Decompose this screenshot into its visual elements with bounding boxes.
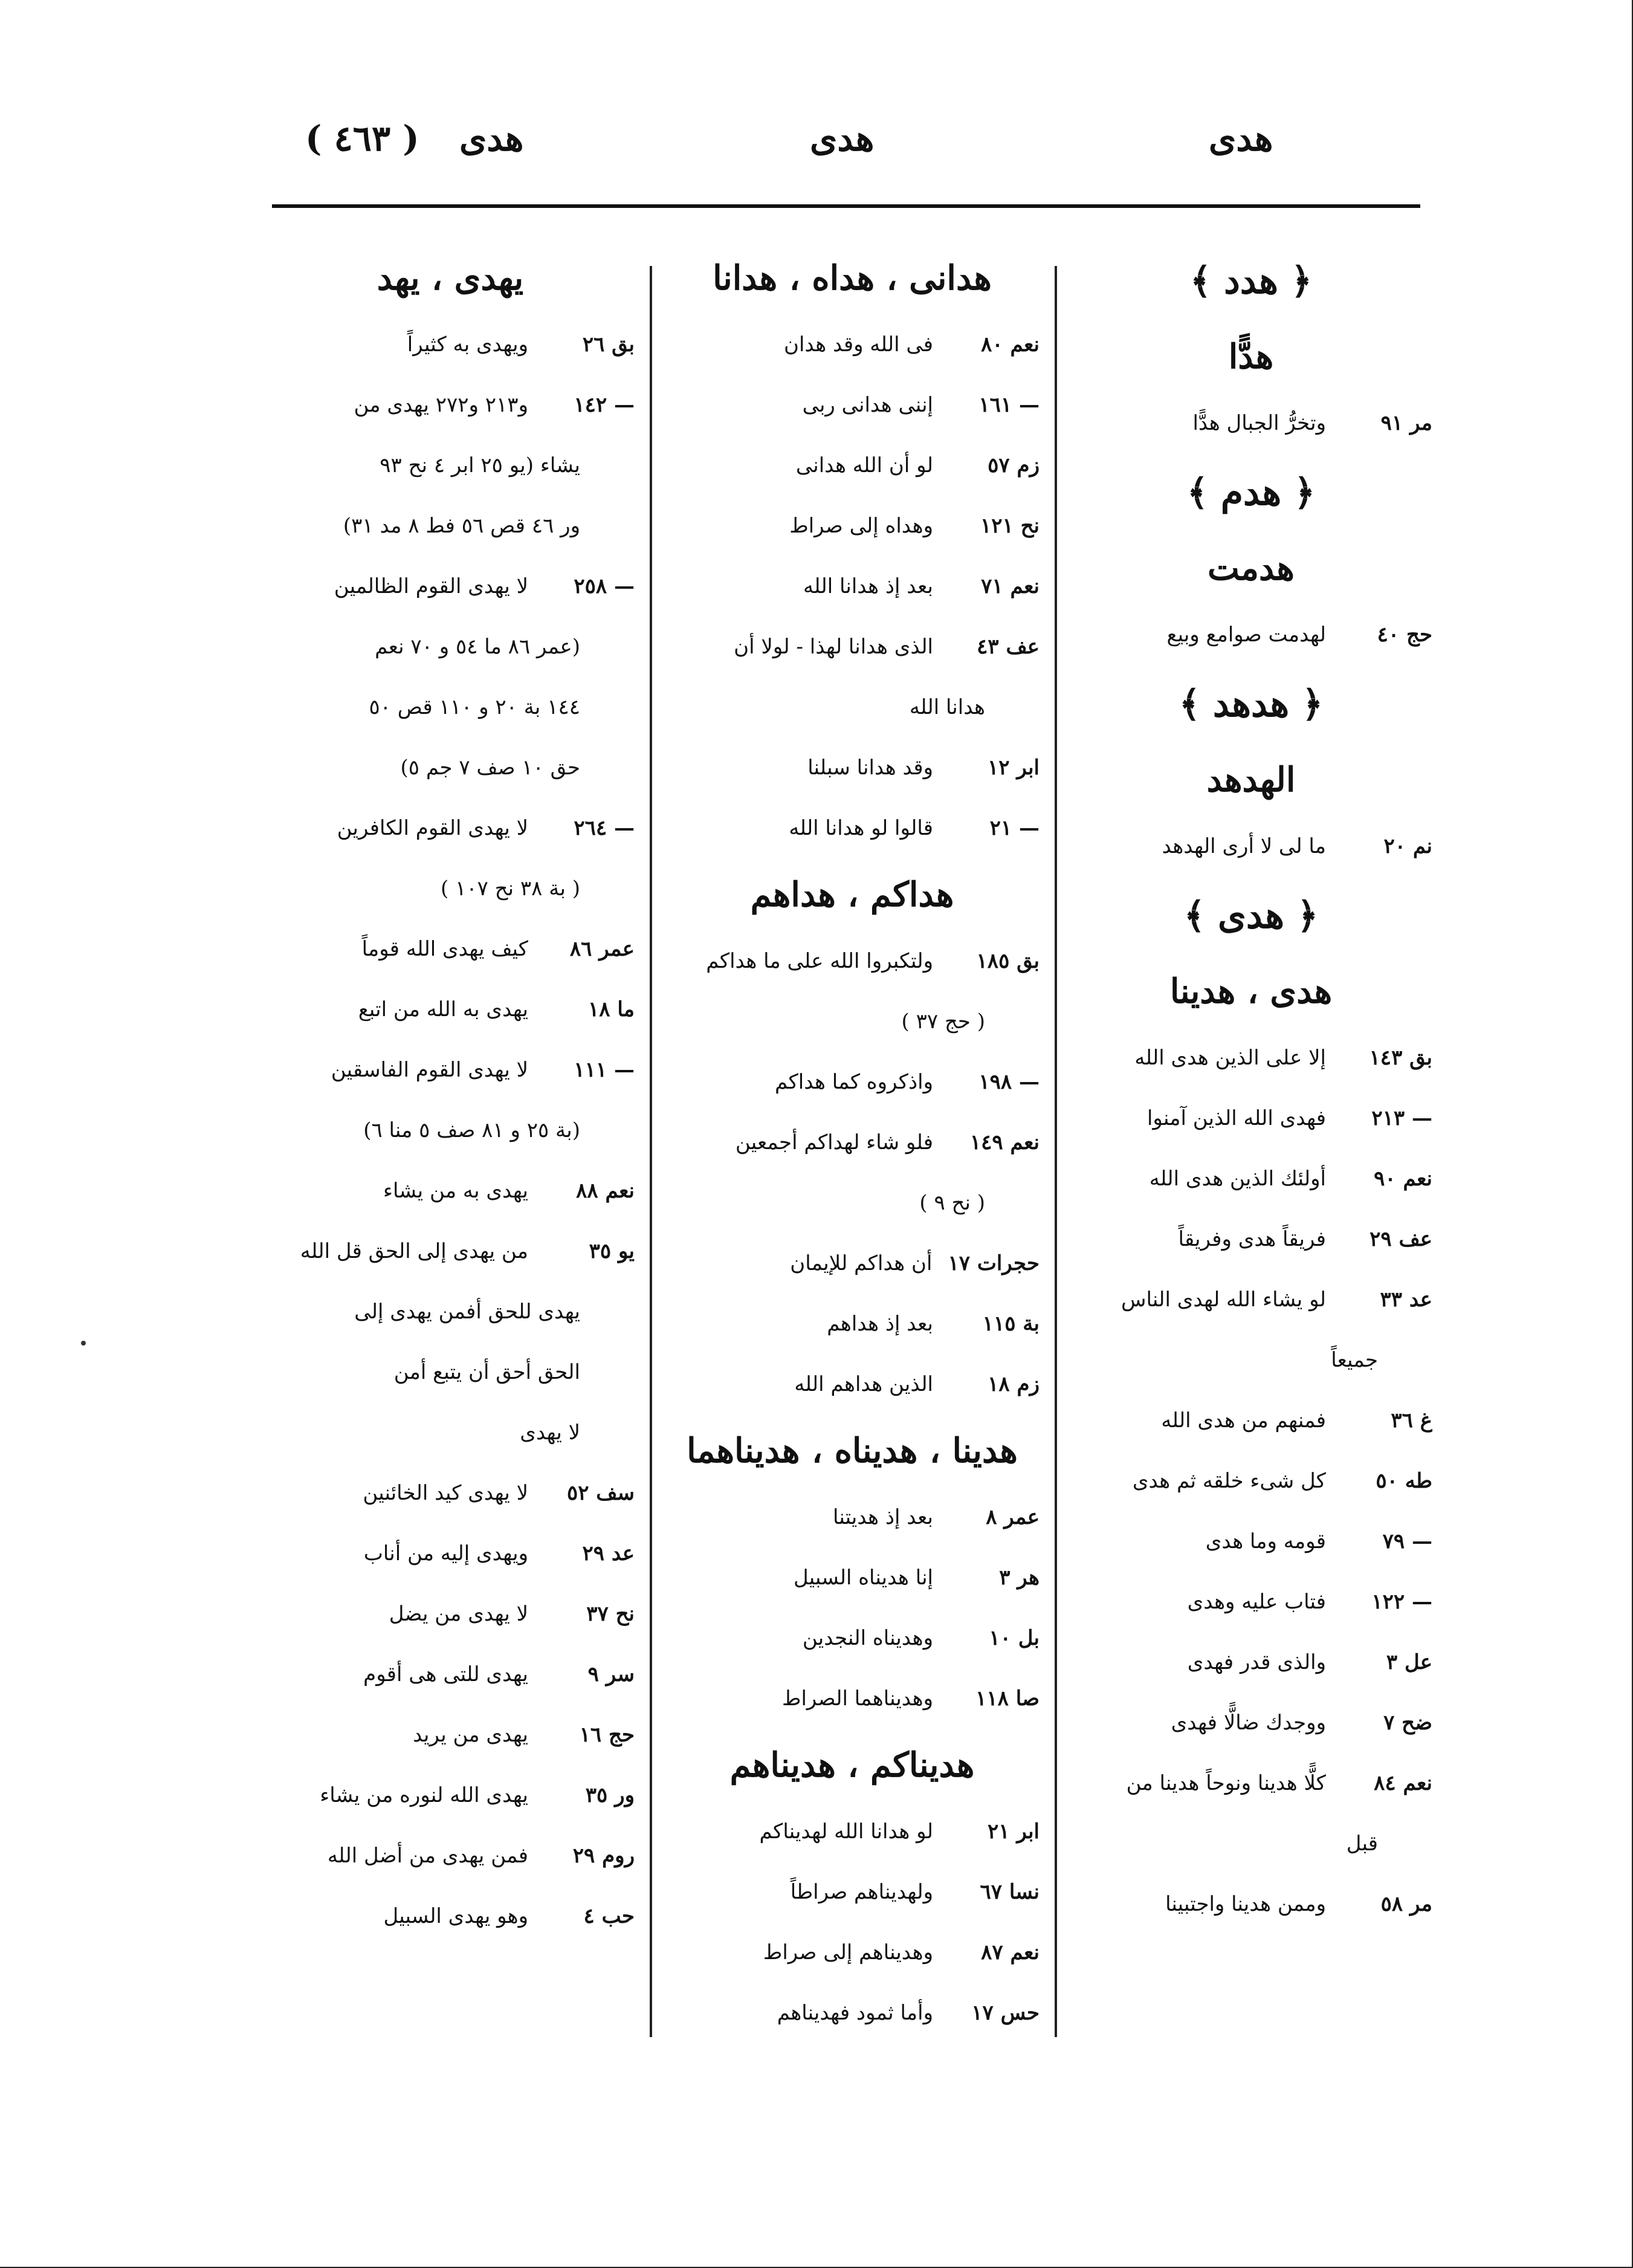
entry-line bbox=[266, 1040, 635, 1100]
verse-reference: زم ١٨ bbox=[988, 1372, 1040, 1396]
verse-text: وهديناه النجدين bbox=[802, 1626, 933, 1650]
verse-text: كيف يهدى الله قوماً bbox=[361, 937, 528, 961]
entry-line bbox=[1070, 604, 1432, 665]
entry-line bbox=[1070, 1874, 1432, 1934]
verse-text: وتخرُّ الجبال هدًّا bbox=[1192, 411, 1326, 435]
verse-text: والذى قدر فهدى bbox=[1187, 1650, 1326, 1674]
continuation-line bbox=[1070, 1330, 1432, 1390]
entry-line bbox=[266, 1705, 635, 1765]
column-divider-left bbox=[650, 266, 652, 2037]
verse-text: لو أن الله هدانى bbox=[795, 453, 933, 478]
verse-reference: بق ١٤٣ bbox=[1369, 1046, 1432, 1070]
entry-line bbox=[1070, 1088, 1432, 1149]
entry-line bbox=[266, 556, 635, 617]
entry-line bbox=[665, 1983, 1040, 2043]
verse-reference: — ٢١٣ bbox=[1371, 1106, 1432, 1130]
verse-reference: سر ٩ bbox=[587, 1662, 635, 1686]
verse-text: الذى هدانا لهذا - لولا أن bbox=[734, 635, 933, 659]
verse-text: إننى هدانى ربى bbox=[802, 393, 933, 417]
entry-line bbox=[665, 1487, 1040, 1547]
verse-reference: حج ٤٠ bbox=[1377, 623, 1432, 647]
verse-reference: نعم ٨٧ bbox=[981, 1940, 1040, 1965]
header-rule bbox=[272, 204, 1420, 208]
verse-reference: بل ١٠ bbox=[989, 1626, 1040, 1650]
verse-text: لا يهدى القوم الكافرين bbox=[337, 816, 528, 840]
verse-text: الذين هداهم الله bbox=[794, 1372, 933, 1396]
verse-reference: عف ٤٣ bbox=[977, 635, 1040, 659]
verse-text: فهدى الله الذين آمنوا bbox=[1146, 1106, 1326, 1130]
verse-text: بعد إذ هداهم bbox=[827, 1312, 933, 1336]
root-heading: ﴿ هدم ﴾ bbox=[1186, 471, 1316, 514]
verse-text: وهو يهدى السبيل bbox=[383, 1904, 528, 1928]
continuation-text: يهدى للحق أفمن يهدى إلى bbox=[354, 1300, 580, 1324]
verse-text: فمن يهدى من أضل الله bbox=[327, 1844, 528, 1868]
verse-text: و٢١٣ و٢٧٢ يهدى من bbox=[354, 393, 528, 417]
entry-line bbox=[665, 314, 1040, 375]
verse-reference: حج ١٦ bbox=[579, 1723, 635, 1747]
continuation-line bbox=[266, 1100, 635, 1161]
entry-line bbox=[665, 1608, 1040, 1668]
entry-line bbox=[1070, 1028, 1432, 1088]
verse-text: وأما ثمود فهديناهم bbox=[777, 2001, 933, 2025]
continuation-text: ( حج ٣٧ ) bbox=[901, 1009, 985, 1034]
stray-dot bbox=[81, 1341, 86, 1346]
continuation-text: قبل bbox=[1346, 1832, 1378, 1856]
verse-reference: نح ١٢١ bbox=[980, 514, 1040, 538]
verse-reference: حس ١٧ bbox=[971, 2001, 1040, 2025]
root-heading: ﴿ هدى ﴾ bbox=[1183, 895, 1319, 937]
verse-reference: نعم ٨٨ bbox=[576, 1179, 635, 1203]
verse-text: لو هدانا الله لهديناكم bbox=[759, 1819, 933, 1844]
verse-text: أن هداكم للإيمان bbox=[790, 1251, 933, 1275]
entry-line bbox=[1070, 816, 1432, 876]
entry-line bbox=[266, 1221, 635, 1281]
page-header bbox=[0, 118, 1633, 172]
entry-line bbox=[266, 314, 635, 375]
continuation-text: جميعاً bbox=[1331, 1348, 1378, 1372]
verse-text: كلًّا هدينا ونوحاً هدينا من bbox=[1126, 1771, 1326, 1795]
word-heading: هداكم ، هداهم bbox=[750, 875, 954, 915]
verse-reference: نسا ٦٧ bbox=[980, 1880, 1040, 1904]
entry-line bbox=[665, 496, 1040, 556]
verse-text: فلو شاء لهداكم أجمعين bbox=[735, 1130, 933, 1155]
entry-line bbox=[266, 1463, 635, 1523]
verse-reference: نم ٢٠ bbox=[1383, 834, 1432, 858]
continuation-line bbox=[266, 617, 635, 677]
verse-text: وهداه إلى صراط bbox=[789, 514, 933, 538]
continuation-text: ور ٤٦ قص ٥٦ فط ٨ مد ٣١) bbox=[343, 514, 580, 538]
entry-line bbox=[266, 1523, 635, 1584]
verse-text: قالوا لو هدانا الله bbox=[789, 816, 933, 840]
entry-line bbox=[665, 375, 1040, 435]
entry-line bbox=[1070, 1632, 1432, 1693]
continuation-text: ١٤٤ بة ٢٠ و ١١٠ قص ٥٠ bbox=[369, 695, 580, 719]
verse-reference: ابر ١٢ bbox=[987, 756, 1040, 780]
verse-reference: — ١٩٨ bbox=[978, 1070, 1040, 1094]
verse-text: يهدى به من يشاء bbox=[383, 1179, 528, 1203]
column-right bbox=[1070, 242, 1432, 1934]
verse-reference: حب ٤ bbox=[583, 1904, 635, 1928]
verse-reference: — ١١١ bbox=[574, 1058, 635, 1082]
entry-line bbox=[1070, 1693, 1432, 1753]
verse-reference: — ٧٩ bbox=[1382, 1529, 1432, 1554]
continuation-line bbox=[266, 737, 635, 798]
verse-reference: نعم ١٤٩ bbox=[969, 1130, 1040, 1155]
entry-line bbox=[266, 1765, 635, 1826]
continuation-text: الحق أحق أن يتبع أمن bbox=[393, 1360, 580, 1384]
verse-text: أولئك الذين هدى الله bbox=[1149, 1167, 1326, 1191]
entry-line bbox=[266, 1644, 635, 1705]
verse-text: وهديناهم إلى صراط bbox=[763, 1940, 933, 1965]
verse-text: يهدى الله لنوره من يشاء bbox=[320, 1783, 528, 1807]
verse-text: لو يشاء الله لهدى الناس bbox=[1120, 1288, 1326, 1312]
word-heading: هدمت bbox=[1208, 548, 1295, 588]
continuation-line bbox=[266, 677, 635, 737]
verse-reference: ما ١٨ bbox=[588, 997, 635, 1022]
verse-text: يهدى به الله من اتبع bbox=[358, 997, 528, 1022]
verse-reference: روم ٢٩ bbox=[572, 1844, 635, 1868]
verse-reference: عل ٣ bbox=[1386, 1650, 1432, 1674]
word-heading: يهدى ، يهد bbox=[377, 258, 524, 298]
continuation-text: (عمر ٨٦ ما ٥٤ و ٧٠ نعم bbox=[375, 635, 580, 659]
verse-text: ولهديناهم صراطاً bbox=[790, 1880, 933, 1904]
verse-reference: طه ٥٠ bbox=[1376, 1469, 1432, 1493]
verse-text: فى الله وقد هدان bbox=[783, 332, 933, 357]
verse-reference: عمر ٨ bbox=[986, 1505, 1040, 1529]
entry-line bbox=[665, 798, 1040, 858]
entry-line bbox=[1070, 1753, 1432, 1813]
verse-text: بعد إذ هديتنا bbox=[832, 1505, 933, 1529]
verse-reference: بق ١٨٥ bbox=[976, 949, 1040, 973]
verse-reference: عمر ٨٦ bbox=[569, 937, 635, 961]
verse-reference: نعم ٨٤ bbox=[1374, 1771, 1432, 1795]
entry-line bbox=[1070, 1511, 1432, 1572]
verse-text: وممن هدينا واجتبينا bbox=[1165, 1892, 1326, 1916]
verse-text: ويهدى إليه من أناب bbox=[363, 1541, 528, 1566]
verse-text: يهدى للتى هى أقوم bbox=[363, 1662, 528, 1686]
continuation-text: لا يهدى bbox=[520, 1421, 580, 1445]
entry-line bbox=[665, 1922, 1040, 1983]
header-word-right: هدى bbox=[1209, 118, 1273, 159]
verse-text: ما لى لا أرى الهدهد bbox=[1162, 834, 1326, 858]
header-word-center: هدى bbox=[810, 118, 875, 159]
verse-text: لا يهدى القوم الفاسقين bbox=[331, 1058, 528, 1082]
verse-reference: ور ٣٥ bbox=[585, 1783, 635, 1807]
verse-reference: ابر ٢١ bbox=[987, 1819, 1040, 1844]
word-heading: هدانى ، هداه ، هدانا bbox=[713, 258, 992, 298]
entry-line bbox=[1070, 1149, 1432, 1209]
verse-text: فتاب عليه وهدى bbox=[1187, 1590, 1326, 1614]
verse-reference: حجرات ١٧ bbox=[948, 1251, 1040, 1275]
verse-text: وهديناهما الصراط bbox=[782, 1686, 933, 1711]
column-middle bbox=[665, 242, 1040, 2043]
verse-text: ويهدى به كثيراً bbox=[407, 332, 528, 357]
verse-text: إنا هديناه السبيل bbox=[794, 1566, 933, 1590]
verse-reference: عد ٢٩ bbox=[582, 1541, 635, 1566]
column-left bbox=[266, 242, 635, 1946]
verse-reference: مر ٥٨ bbox=[1380, 1892, 1432, 1916]
verse-reference: يو ٣٥ bbox=[589, 1239, 635, 1263]
continuation-text: ( نح ٩ ) bbox=[919, 1191, 985, 1215]
verse-text: ولتكبروا الله على ما هداكم bbox=[706, 949, 933, 973]
entry-line bbox=[266, 1161, 635, 1221]
entry-line bbox=[665, 931, 1040, 991]
verse-reference: عد ٣٣ bbox=[1380, 1288, 1432, 1312]
continuation-text: هدانا الله bbox=[909, 695, 985, 719]
entry-line bbox=[665, 737, 1040, 798]
entry-line bbox=[1070, 393, 1432, 453]
continuation-line bbox=[266, 858, 635, 919]
entry-line bbox=[665, 1801, 1040, 1862]
verse-reference: نعم ٧١ bbox=[981, 574, 1040, 598]
continuation-line bbox=[266, 1281, 635, 1342]
verse-text: وقد هدانا سبلنا bbox=[807, 756, 933, 780]
verse-reference: — ١٢٢ bbox=[1371, 1590, 1432, 1614]
verse-reference: — ١٦١ bbox=[978, 393, 1040, 417]
verse-text: فريقاً هدى وفريقاً bbox=[1178, 1227, 1326, 1251]
verse-text: لا يهدى من يضل bbox=[389, 1602, 528, 1626]
entry-line bbox=[266, 798, 635, 858]
page-number: ( ٤٦٣ ) bbox=[305, 118, 419, 159]
entry-line bbox=[1070, 1269, 1432, 1330]
entry-line bbox=[665, 1233, 1040, 1294]
word-heading: هدًّا bbox=[1228, 337, 1274, 377]
entry-line bbox=[1070, 1572, 1432, 1632]
entry-line bbox=[665, 1668, 1040, 1729]
entry-line bbox=[266, 919, 635, 979]
verse-text: واذكروه كما هداكم bbox=[774, 1070, 933, 1094]
continuation-line bbox=[665, 991, 1040, 1052]
verse-text: لا يهدى كيد الخائنين bbox=[363, 1481, 528, 1505]
verse-reference: بة ١١٥ bbox=[982, 1312, 1040, 1336]
verse-text: إلا على الذين هدى الله bbox=[1134, 1046, 1326, 1070]
continuation-line bbox=[266, 1342, 635, 1402]
continuation-text: (بة ٢٥ و ٨١ صف ٥ منا ٦) bbox=[363, 1118, 580, 1142]
word-heading: الهدهد bbox=[1206, 760, 1296, 800]
entry-line bbox=[665, 1862, 1040, 1922]
entry-line bbox=[665, 1112, 1040, 1173]
verse-reference: — ٢١ bbox=[989, 816, 1040, 840]
continuation-line bbox=[665, 677, 1040, 737]
verse-reference: صا ١١٨ bbox=[975, 1686, 1040, 1711]
entry-line bbox=[665, 556, 1040, 617]
word-heading: هدينا ، هديناه ، هديناهما bbox=[687, 1431, 1018, 1471]
continuation-text: يشاء (يو ٢٥ ابر ٤ نح ٩٣ bbox=[380, 453, 580, 478]
verse-text: لهدمت صوامع وبيع bbox=[1166, 623, 1326, 647]
header-word-left: هدى bbox=[459, 118, 524, 159]
verse-reference: نعم ٨٠ bbox=[981, 332, 1040, 357]
entry-line bbox=[1070, 1451, 1432, 1511]
entry-line bbox=[266, 1826, 635, 1886]
entry-line bbox=[1070, 1209, 1432, 1269]
continuation-line bbox=[1070, 1813, 1432, 1874]
verse-reference: هر ٣ bbox=[999, 1566, 1040, 1590]
entry-line bbox=[266, 1584, 635, 1644]
entry-line bbox=[266, 375, 635, 435]
continuation-line bbox=[266, 435, 635, 496]
continuation-text: ( بة ٣٨ نح ١٠٧ ) bbox=[440, 876, 580, 901]
verse-reference: بق ٢٦ bbox=[582, 332, 635, 357]
entry-line bbox=[665, 1294, 1040, 1354]
verse-reference: — ٢٦٤ bbox=[574, 816, 635, 840]
verse-reference: سف ٥٢ bbox=[566, 1481, 635, 1505]
entry-line bbox=[665, 1052, 1040, 1112]
word-heading: هديناكم ، هديناهم bbox=[729, 1745, 975, 1785]
column-divider-right bbox=[1055, 266, 1057, 2037]
continuation-text: حق ١٠ صف ٧ جم ٥) bbox=[400, 756, 580, 780]
verse-text: من يهدى إلى الحق قل الله bbox=[300, 1239, 528, 1263]
entry-line bbox=[665, 435, 1040, 496]
verse-reference: نعم ٩٠ bbox=[1374, 1167, 1432, 1191]
verse-reference: — ١٤٢ bbox=[574, 393, 635, 417]
continuation-line bbox=[665, 1173, 1040, 1233]
entry-line bbox=[266, 1886, 635, 1946]
verse-reference: نح ٣٧ bbox=[586, 1602, 635, 1626]
verse-text: ووجدك ضالًّا فهدى bbox=[1171, 1711, 1326, 1735]
continuation-line bbox=[266, 496, 635, 556]
word-heading: هدى ، هدينا bbox=[1169, 971, 1333, 1011]
entry-line bbox=[665, 1354, 1040, 1414]
root-heading: ﴿ هدهد ﴾ bbox=[1179, 683, 1324, 725]
verse-text: بعد إذ هدانا الله bbox=[803, 574, 933, 598]
entry-line bbox=[266, 979, 635, 1040]
verse-text: يهدى من يريد bbox=[413, 1723, 528, 1747]
verse-reference: زم ٥٧ bbox=[988, 453, 1040, 478]
continuation-line bbox=[266, 1402, 635, 1463]
verse-reference: عف ٢٩ bbox=[1369, 1227, 1432, 1251]
verse-reference: ضح ٧ bbox=[1383, 1711, 1432, 1735]
verse-reference: غ ٣٦ bbox=[1391, 1408, 1432, 1433]
verse-text: فمنهم من هدى الله bbox=[1161, 1408, 1326, 1433]
verse-reference: مر ٩١ bbox=[1380, 411, 1432, 435]
entry-line bbox=[665, 1547, 1040, 1608]
verse-reference: — ٢٥٨ bbox=[574, 574, 635, 598]
verse-text: قومه وما هدى bbox=[1205, 1529, 1326, 1554]
entry-line bbox=[665, 617, 1040, 677]
root-heading: ﴿ هدد ﴾ bbox=[1190, 260, 1312, 302]
verse-text: كل شىء خلقه ثم هدى bbox=[1132, 1469, 1326, 1493]
verse-text: لا يهدى القوم الظالمين bbox=[334, 574, 528, 598]
entry-line bbox=[1070, 1390, 1432, 1451]
